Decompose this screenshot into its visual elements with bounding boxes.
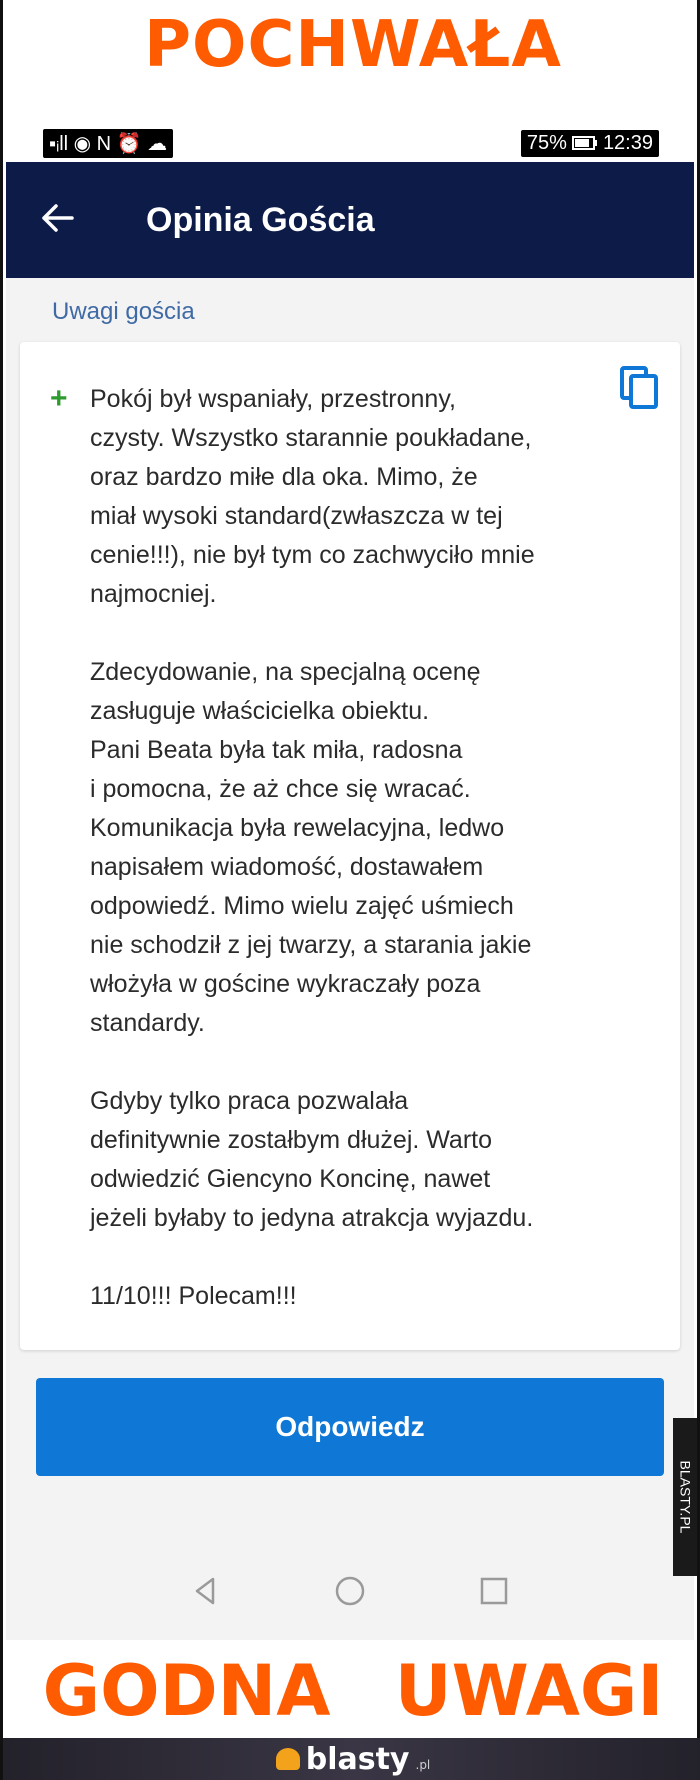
- review-card: [20, 342, 680, 1350]
- review-text: [90, 380, 610, 1316]
- status-right: [521, 130, 659, 157]
- nav-back-icon[interactable]: [189, 1574, 223, 1608]
- main-content: [6, 278, 694, 1542]
- review-paragraph: Pokój był wspaniały, przestronny, czysty. Wszystko starannie poukładane, oraz bardzo miłe dla oka. Mimo, że miał wysoki standard(zwłaszcza w tej cenie!!!), nie był tym co zachwyciło mnie najmocniej.: [90, 385, 535, 608]
- reply-button[interactable]: Odpowiedz: [36, 1378, 664, 1476]
- app-bar: [6, 162, 694, 278]
- site-footer: [3, 1738, 700, 1780]
- status-icons: [43, 129, 173, 158]
- positive-marker-icon: +: [50, 382, 68, 415]
- arrow-left-icon: [40, 203, 74, 233]
- site-logo[interactable]: [276, 1742, 431, 1777]
- side-watermark: [673, 1418, 697, 1576]
- logo-suffix: .pl: [415, 1758, 431, 1772]
- logo-mascot-icon: [276, 1748, 300, 1770]
- nav-recents-icon[interactable]: [477, 1574, 511, 1608]
- copy-button[interactable]: [618, 364, 660, 410]
- meme-top-caption: POCHWAŁA: [144, 8, 562, 82]
- back-button[interactable]: [40, 200, 100, 240]
- battery-percent: 75%: [526, 131, 567, 154]
- logo-text: blasty: [305, 1741, 410, 1777]
- battery-icon: [572, 136, 598, 150]
- page-title: Opinia Gościa: [146, 200, 375, 239]
- status-bar: [43, 128, 659, 158]
- watermark-text: BLASTY.PL: [677, 1460, 693, 1534]
- review-paragraph: Zdecydowanie, na specjalną ocenę zasługuje właścicielka obiektu. Pani Beata była tak miła, radosna i pomocna, że aż chce się wracać. Komunikacja była rewelacyjna, ledwo napisałem wiadomość, dostawałem odpowiedź. Mimo wielu zajęć uśmiech nie schodził z jej twarzy, a starania jakie włożyła w gościne wykraczały poza standardy.: [90, 658, 532, 1037]
- meme-bottom-caption: GODNA UWAGI: [42, 1650, 664, 1732]
- section-label: Uwagi gościa: [52, 298, 195, 325]
- review-paragraph: Gdyby tylko praca pozwalała definitywnie zostałbym dłużej. Warto odwiedzić Giencyno Koncinę, nawet jeżeli byłaby to jedyna atrakcja wyjazdu.: [90, 1087, 534, 1232]
- review-paragraph: 11/10!!! Polecam!!!: [90, 1282, 297, 1310]
- status-icons-glyphs: ▪ᵢll ◉ N ⏰ ☁: [49, 132, 168, 155]
- clock: 12:39: [602, 131, 653, 154]
- nav-home-icon[interactable]: [333, 1574, 367, 1608]
- system-nav-bar: [6, 1542, 694, 1640]
- copy-icon: [618, 364, 660, 410]
